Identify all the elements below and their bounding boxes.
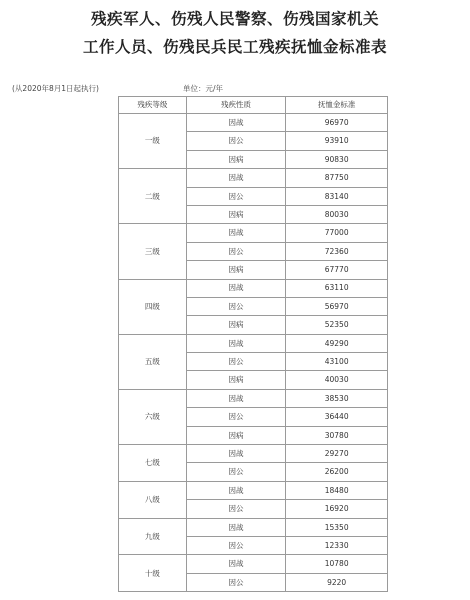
pension-amount-cell: 93910	[286, 132, 388, 150]
pension-amount-cell: 40030	[286, 371, 388, 389]
title-line-2: 工作人员、伤残民兵民工残疾抚恤金标准表	[82, 38, 387, 56]
disability-level-cell: 九级	[119, 518, 187, 555]
disability-nature-cell: 因公	[186, 132, 286, 150]
table-row	[119, 445, 388, 463]
table-body	[119, 114, 388, 592]
disability-level-cell: 三级	[119, 224, 187, 279]
disability-level-cell: 四级	[119, 279, 187, 334]
pension-amount-cell: 72360	[286, 242, 388, 260]
header-pension-amount: 抚恤金标准	[286, 97, 388, 114]
disability-nature-cell: 因公	[186, 187, 286, 205]
table-row	[119, 114, 388, 132]
title-line-1: 残疾军人、伤残人民警察、伤残国家机关	[90, 10, 379, 28]
disability-nature-cell: 因公	[186, 536, 286, 554]
pension-amount-cell: 18480	[286, 481, 388, 499]
effective-date-note: (从2020年8月1日起执行)	[12, 84, 99, 93]
pension-amount-cell: 15350	[286, 518, 388, 536]
pension-amount-cell: 36440	[286, 408, 388, 426]
disability-nature-cell: 因公	[186, 500, 286, 518]
disability-nature-cell: 因战	[186, 334, 286, 352]
pension-amount-cell: 90830	[286, 150, 388, 168]
table-row	[119, 279, 388, 297]
pension-amount-cell: 29270	[286, 445, 388, 463]
disability-nature-cell: 因病	[186, 371, 286, 389]
pension-amount-cell: 52350	[286, 316, 388, 334]
disability-nature-cell: 因战	[186, 279, 286, 297]
disability-nature-cell: 因病	[186, 205, 286, 223]
pension-amount-cell: 49290	[286, 334, 388, 352]
pension-amount-cell: 26200	[286, 463, 388, 481]
disability-nature-cell: 因战	[186, 224, 286, 242]
pension-amount-cell: 56970	[286, 297, 388, 315]
disability-nature-cell: 因战	[186, 169, 286, 187]
pension-amount-cell: 9220	[286, 573, 388, 591]
disability-level-cell: 七级	[119, 445, 187, 482]
table-row	[119, 169, 388, 187]
pension-standard-table	[118, 96, 388, 592]
disability-nature-cell: 因病	[186, 316, 286, 334]
pension-amount-cell: 77000	[286, 224, 388, 242]
disability-nature-cell: 因公	[186, 242, 286, 260]
disability-level-cell: 五级	[119, 334, 187, 389]
table-row	[119, 555, 388, 573]
pension-amount-cell: 43100	[286, 353, 388, 371]
document-title	[0, 5, 470, 61]
table-row	[119, 389, 388, 407]
disability-level-cell: 六级	[119, 389, 187, 444]
pension-amount-cell: 83140	[286, 187, 388, 205]
table-row	[119, 481, 388, 499]
disability-nature-cell: 因战	[186, 555, 286, 573]
unit-note: 单位：元/年	[183, 84, 224, 93]
disability-nature-cell: 因战	[186, 518, 286, 536]
disability-nature-cell: 因公	[186, 463, 286, 481]
disability-nature-cell: 因战	[186, 389, 286, 407]
table-header-row	[119, 97, 388, 114]
table-row	[119, 518, 388, 536]
disability-nature-cell: 因病	[186, 150, 286, 168]
pension-amount-cell: 16920	[286, 500, 388, 518]
pension-amount-cell: 63110	[286, 279, 388, 297]
disability-nature-cell: 因战	[186, 481, 286, 499]
disability-nature-cell: 因战	[186, 445, 286, 463]
pension-amount-cell: 30780	[286, 426, 388, 444]
pension-amount-cell: 10780	[286, 555, 388, 573]
disability-nature-cell: 因公	[186, 408, 286, 426]
header-disability-nature: 残疾性质	[186, 97, 286, 114]
disability-nature-cell: 因公	[186, 573, 286, 591]
pension-amount-cell: 80030	[286, 205, 388, 223]
disability-nature-cell: 因公	[186, 353, 286, 371]
pension-amount-cell: 38530	[286, 389, 388, 407]
disability-nature-cell: 因病	[186, 261, 286, 279]
disability-level-cell: 一级	[119, 114, 187, 169]
disability-nature-cell: 因公	[186, 297, 286, 315]
table-row	[119, 334, 388, 352]
disability-nature-cell: 因战	[186, 114, 286, 132]
pension-amount-cell: 96970	[286, 114, 388, 132]
pension-amount-cell: 67770	[286, 261, 388, 279]
disability-level-cell: 二级	[119, 169, 187, 224]
disability-level-cell: 八级	[119, 481, 187, 518]
header-disability-level: 残疾等级	[119, 97, 187, 114]
disability-nature-cell: 因病	[186, 426, 286, 444]
disability-level-cell: 十级	[119, 555, 187, 592]
table-row	[119, 224, 388, 242]
pension-amount-cell: 87750	[286, 169, 388, 187]
pension-amount-cell: 12330	[286, 536, 388, 554]
